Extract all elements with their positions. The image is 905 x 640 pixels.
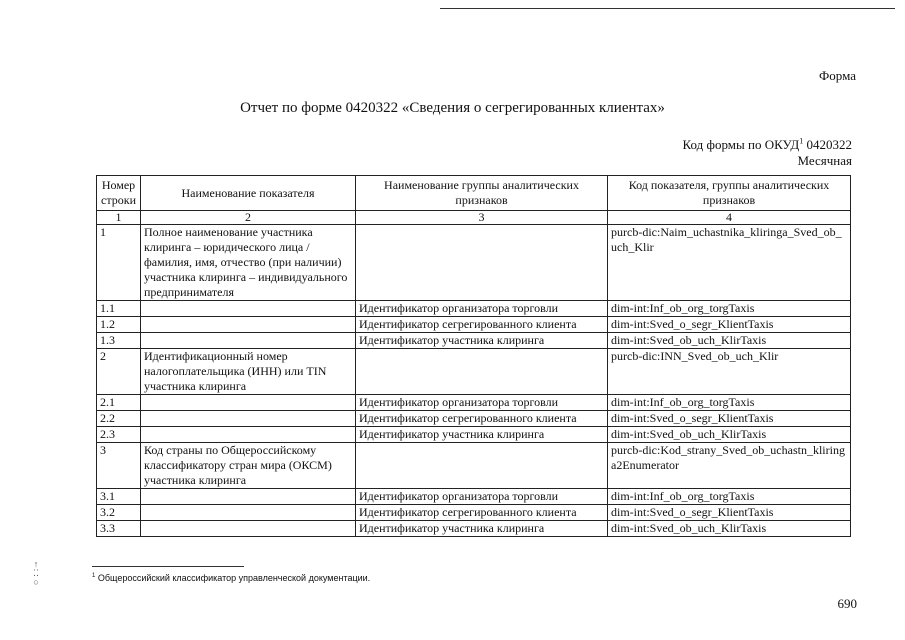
- okud-footnote-ref: 1: [799, 136, 804, 146]
- row-indicator-code: dim-int:Sved_ob_uch_KlirTaxis: [608, 333, 851, 349]
- row-analytic-group: Идентификатор организатора торговли: [356, 489, 608, 505]
- row-indicator-name: [141, 301, 356, 317]
- row-analytic-group: Идентификатор сегрегированного клиента: [356, 505, 608, 521]
- row-indicator-name: Идентификационный номер налогоплательщика (ИНН) или TIN участника клиринга: [141, 349, 356, 395]
- table-header-row: [97, 176, 851, 211]
- footnote-text: Общероссийский классификатор управленческой документации.: [97, 573, 371, 583]
- row-analytic-group: Идентификатор участника клиринга: [356, 427, 608, 443]
- table-row: [97, 505, 851, 521]
- row-analytic-group: [356, 225, 608, 301]
- table-row: [97, 395, 851, 411]
- row-indicator-code: purcb-dic:Naim_uchastnika_kliringa_Sved_ob_uch_Klir: [608, 225, 851, 301]
- row-indicator-name: [141, 427, 356, 443]
- row-analytic-group: Идентификатор сегрегированного клиента: [356, 411, 608, 427]
- row-number: 1: [97, 225, 141, 301]
- column-number: 2: [141, 211, 356, 225]
- row-indicator-code: dim-int:Inf_ob_org_torgTaxis: [608, 395, 851, 411]
- table-row: [97, 489, 851, 505]
- row-number: 2.1: [97, 395, 141, 411]
- report-period: Месячная: [797, 153, 852, 168]
- row-number: 2.3: [97, 427, 141, 443]
- row-analytic-group: Идентификатор организатора торговли: [356, 395, 608, 411]
- row-indicator-code: dim-int:Sved_ob_uch_KlirTaxis: [608, 427, 851, 443]
- okud-label: Код формы по ОКУД: [682, 137, 800, 152]
- header-indicator-code: Код показателя, группы аналитических признаков: [608, 176, 851, 211]
- footnote-marker: 1: [92, 573, 96, 579]
- column-number-row: [97, 211, 851, 225]
- row-indicator-name: [141, 521, 356, 537]
- okud-value: 0420322: [806, 137, 852, 152]
- row-number: 3.3: [97, 521, 141, 537]
- column-number: 4: [608, 211, 851, 225]
- table-row: [97, 349, 851, 395]
- column-number: 3: [356, 211, 608, 225]
- row-indicator-code: dim-int:Inf_ob_org_torgTaxis: [608, 489, 851, 505]
- row-analytic-group: Идентификатор организатора торговли: [356, 301, 608, 317]
- row-number: 3.1: [97, 489, 141, 505]
- row-indicator-code: dim-int:Sved_ob_uch_KlirTaxis: [608, 521, 851, 537]
- header-row-number: Номер строки: [97, 176, 141, 211]
- page-number: 690: [837, 596, 857, 611]
- row-number: 2: [97, 349, 141, 395]
- row-indicator-code: purcb-dic:Kod_strany_Sved_ob_uchastn_kliringa2Enumerator: [608, 443, 851, 489]
- row-indicator-name: [141, 333, 356, 349]
- row-number: 1.3: [97, 333, 141, 349]
- row-indicator-code: purcb-dic:INN_Sved_ob_uch_Klir: [608, 349, 851, 395]
- row-indicator-code: dim-int:Sved_o_segr_KlientTaxis: [608, 317, 851, 333]
- row-analytic-group: Идентификатор сегрегированного клиента: [356, 317, 608, 333]
- top-rule: [440, 8, 895, 9]
- row-indicator-name: Код страны по Общероссийскому классификатору стран мира (ОКСМ) участника клиринга: [141, 443, 356, 489]
- row-analytic-group: Идентификатор участника клиринга: [356, 333, 608, 349]
- table-row: [97, 521, 851, 537]
- row-number: 2.2: [97, 411, 141, 427]
- margin-scan-mark: ↑ ⁚⁚ ○: [33, 559, 39, 587]
- row-number: 3.2: [97, 505, 141, 521]
- footnote: [92, 573, 370, 583]
- row-indicator-code: dim-int:Sved_o_segr_KlientTaxis: [608, 411, 851, 427]
- header-indicator-name: Наименование показателя: [141, 176, 356, 211]
- row-indicator-code: dim-int:Inf_ob_org_torgTaxis: [608, 301, 851, 317]
- footnote-rule: [92, 566, 244, 567]
- table-row: [97, 427, 851, 443]
- table-row: [97, 443, 851, 489]
- row-indicator-name: [141, 505, 356, 521]
- row-indicator-name: [141, 317, 356, 333]
- row-number: 1.1: [97, 301, 141, 317]
- column-number: 1: [97, 211, 141, 225]
- row-number: 1.2: [97, 317, 141, 333]
- page-title: Отчет по форме 0420322 «Сведения о сегрегированных клиентах»: [240, 100, 665, 116]
- row-number: 3: [97, 443, 141, 489]
- row-indicator-name: Полное наименование участника клиринга – юридического лица / фамилия, имя, отчество (при наличии) участника клиринга – индивидуального предпринимателя: [141, 225, 356, 301]
- form-label: Форма: [819, 68, 856, 83]
- okud-code-line: [683, 137, 852, 153]
- table-row: [97, 225, 851, 301]
- row-indicator-name: [141, 411, 356, 427]
- report-table: [96, 175, 851, 537]
- row-indicator-code: dim-int:Sved_o_segr_KlientTaxis: [608, 505, 851, 521]
- row-analytic-group: [356, 443, 608, 489]
- row-analytic-group: [356, 349, 608, 395]
- row-indicator-name: [141, 489, 356, 505]
- header-analytic-group: Наименование группы аналитических признаков: [356, 176, 608, 211]
- table-row: [97, 411, 851, 427]
- row-indicator-name: [141, 395, 356, 411]
- table-row: [97, 301, 851, 317]
- table-row: [97, 333, 851, 349]
- table-row: [97, 317, 851, 333]
- row-analytic-group: Идентификатор участника клиринга: [356, 521, 608, 537]
